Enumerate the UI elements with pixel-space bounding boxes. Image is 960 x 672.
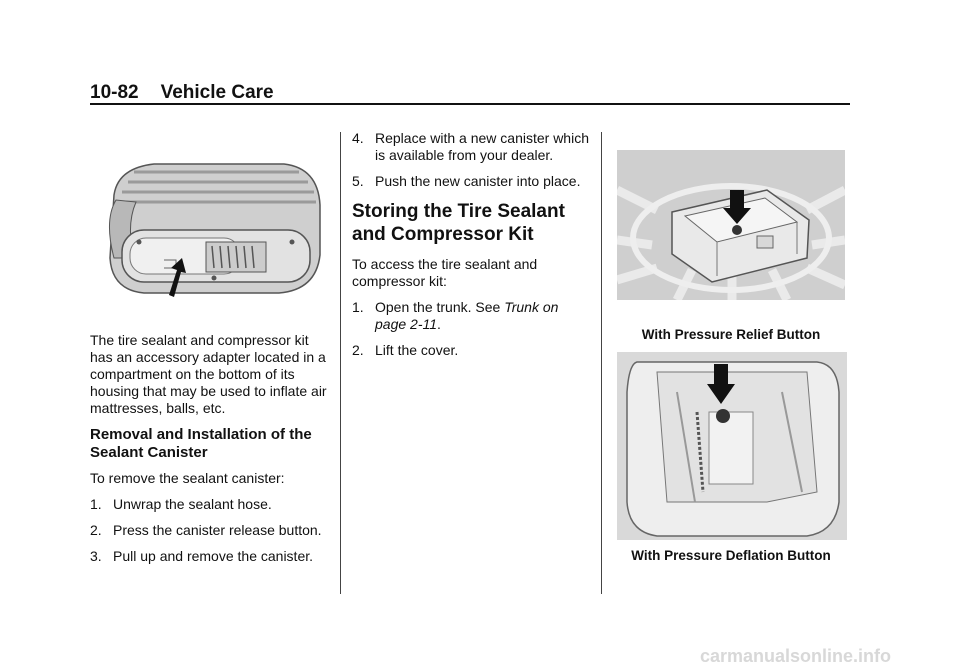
column-divider-1 <box>340 132 341 594</box>
step-item <box>90 548 335 565</box>
intro-paragraph: The tire sealant and compressor kit has an accessory adapter located in a compartment on the bottom of its housing that may be used to inflate air mattresses, balls, etc. <box>90 332 327 416</box>
step-item <box>352 299 590 333</box>
step-item <box>352 130 590 164</box>
step-text-end: . <box>437 316 441 332</box>
caption-pressure-relief: With Pressure Relief Button <box>641 327 821 342</box>
step-number: 4. <box>352 130 364 146</box>
watermark: carmanualsonline.info <box>700 646 892 666</box>
storing-lead: To access the tire sealant and compressor kit: <box>352 256 538 289</box>
step-number: 2. <box>352 342 364 358</box>
step-item <box>90 496 335 513</box>
step-number: 5. <box>352 173 364 189</box>
section-heading-removal: Removal and Installation of the Sealant Canister <box>90 426 312 461</box>
step-number: 3. <box>90 548 102 564</box>
step-text: Open the trunk. See <box>375 299 505 315</box>
section-title: Vehicle Care <box>160 82 274 103</box>
header-rule <box>90 103 850 105</box>
step-item <box>90 522 335 539</box>
step-number: 1. <box>90 496 102 512</box>
removal-lead: To remove the sealant canister: <box>90 470 285 486</box>
page-number: 10-82 <box>90 82 139 103</box>
step-text: Pull up and remove the canister. <box>113 548 314 564</box>
trunk-page-link[interactable]: Trunk on page 2-11 <box>375 299 559 332</box>
pressure-deflation-illustration <box>617 352 847 540</box>
step-text: Replace with a new canister which is available from your dealer. <box>375 130 589 163</box>
step-number: 2. <box>90 522 102 538</box>
column-2 <box>352 130 590 368</box>
step-text: Press the canister release button. <box>113 522 322 538</box>
compressor-kit-illustration <box>94 150 324 300</box>
pressure-relief-illustration <box>617 150 845 300</box>
column-1 <box>90 332 335 574</box>
step-text: Unwrap the sealant hose. <box>113 496 272 512</box>
caption-pressure-deflation: With Pressure Deflation Button <box>631 548 831 563</box>
step-item <box>352 173 590 190</box>
step-text: Lift the cover. <box>375 342 459 358</box>
section-heading-storing: Storing the Tire Sealant and Compressor Kit <box>352 201 565 245</box>
step-item <box>352 342 590 359</box>
step-number: 1. <box>352 299 364 315</box>
step-text: Push the new canister into place. <box>375 173 581 189</box>
page-header <box>90 82 274 104</box>
column-divider-2 <box>601 132 602 594</box>
